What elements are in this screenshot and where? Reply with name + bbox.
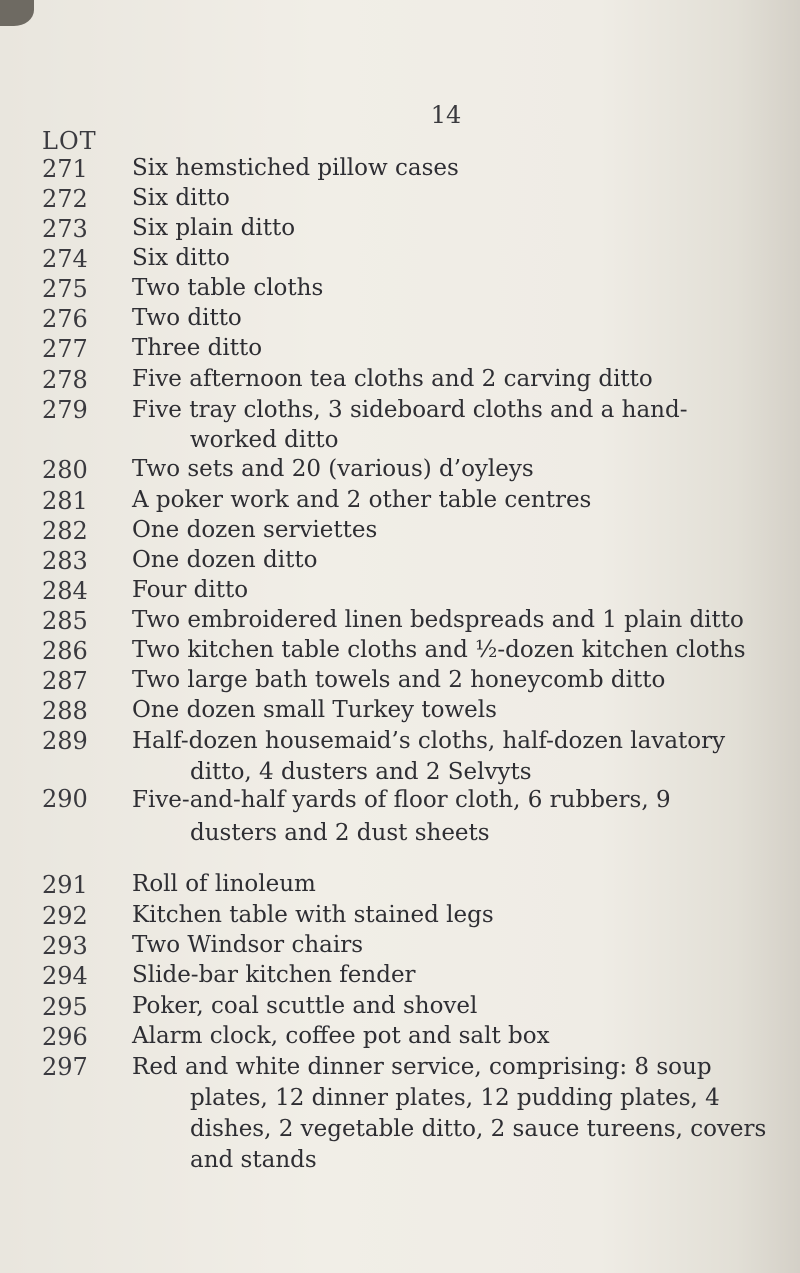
description-line: Slide-bar kitchen fender	[132, 962, 416, 988]
lot-description	[132, 184, 718, 213]
description-line: Two large bath towels and 2 honeycomb ditto	[132, 667, 666, 693]
lot-description	[132, 726, 726, 788]
lot-number: 287	[42, 667, 88, 695]
lot-number: 271	[42, 155, 88, 183]
lot-number: 288	[42, 697, 88, 725]
lot-column-header: LOT	[42, 127, 97, 155]
lot-number: 292	[42, 902, 88, 930]
lot-description	[132, 154, 718, 183]
lot-description	[132, 931, 718, 960]
lot-description	[132, 696, 718, 725]
lot-number: 290	[42, 785, 88, 813]
lot-description	[132, 1052, 767, 1176]
lot-description	[132, 304, 718, 333]
description-line: Red and white dinner service, comprising: 8 soup	[132, 1054, 712, 1080]
lot-number: 293	[42, 932, 88, 960]
torn-corner	[0, 0, 34, 26]
lot-description	[132, 901, 718, 930]
description-line: Two Windsor chairs	[132, 932, 364, 958]
description-line: Four ditto	[132, 577, 249, 603]
lot-number: 297	[42, 1053, 88, 1081]
lot-number: 272	[42, 185, 88, 213]
description-line: Kitchen table with stained legs	[132, 902, 494, 928]
lot-number: 284	[42, 577, 88, 605]
description-line: One dozen ditto	[132, 547, 318, 573]
lot-description	[132, 274, 718, 303]
lot-number: 294	[42, 962, 88, 990]
lot-number: 275	[42, 275, 88, 303]
lot-description	[132, 576, 718, 605]
lot-description	[132, 606, 744, 635]
description-continuation-line: plates, 12 dinner plates, 12 pudding plates, 4	[190, 1085, 720, 1111]
lot-number: 289	[42, 727, 88, 755]
description-line: Six ditto	[132, 245, 230, 271]
description-line: A poker work and 2 other table centres	[132, 487, 592, 513]
lot-number: 273	[42, 215, 88, 243]
lot-number: 280	[42, 456, 88, 484]
lot-description	[132, 1022, 718, 1051]
description-line: Half-dozen housemaid’s cloths, half-dozen lavatory	[132, 728, 726, 754]
lot-description	[132, 516, 718, 545]
description-line: One dozen small Turkey towels	[132, 697, 497, 723]
lot-description	[132, 455, 718, 484]
lot-number: 277	[42, 335, 88, 363]
lot-description	[132, 244, 718, 273]
lot-description	[132, 992, 718, 1021]
description-line: Alarm clock, coffee pot and salt box	[132, 1023, 550, 1049]
description-continuation-line: dusters and 2 dust sheets	[190, 820, 490, 846]
description-line: Roll of linoleum	[132, 871, 316, 897]
lot-description	[132, 365, 718, 394]
lot-number: 274	[42, 245, 88, 273]
description-line: Three ditto	[132, 335, 263, 361]
description-line: Five-and-half yards of floor cloth, 6 rubbers, 9	[132, 787, 671, 813]
lot-number: 278	[42, 366, 88, 394]
description-line: Two ditto	[132, 305, 242, 331]
lot-number: 279	[42, 396, 88, 424]
lot-description	[132, 666, 718, 695]
lot-description	[132, 784, 718, 850]
description-continuation-line: ditto, 4 dusters and 2 Selvyts	[190, 759, 532, 785]
lot-number: 286	[42, 637, 88, 665]
description-continuation-line: worked ditto	[190, 427, 339, 453]
page-number: 14	[430, 101, 462, 129]
description-line: Two table cloths	[132, 275, 324, 301]
description-line: Poker, coal scuttle and shovel	[132, 993, 478, 1019]
description-continuation-line: dishes, 2 vegetable ditto, 2 sauce tureens, covers	[190, 1116, 767, 1142]
description-line: Five afternoon tea cloths and 2 carving ditto	[132, 366, 653, 392]
lot-description	[132, 636, 746, 665]
lot-number: 285	[42, 607, 88, 635]
lot-number: 281	[42, 487, 88, 515]
description-line: Two kitchen table cloths and ½-dozen kitchen cloths	[132, 637, 746, 663]
lot-number: 295	[42, 993, 88, 1021]
lot-number: 276	[42, 305, 88, 333]
description-line: Six hemstiched pillow cases	[132, 155, 459, 181]
description-line: One dozen serviettes	[132, 517, 378, 543]
description-continuation-line: and stands	[190, 1147, 317, 1173]
lot-description	[132, 214, 718, 243]
lot-description	[132, 395, 718, 455]
description-line: Six plain ditto	[132, 215, 296, 241]
lot-description	[132, 961, 718, 990]
description-line: Two sets and 20 (various) d’oyleys	[132, 456, 534, 482]
lot-number: 282	[42, 517, 88, 545]
description-line: Six ditto	[132, 185, 230, 211]
lot-description	[132, 870, 718, 899]
description-line: Two embroidered linen bedspreads and 1 plain ditto	[132, 607, 744, 633]
lot-number: 283	[42, 547, 88, 575]
lot-number: 296	[42, 1023, 88, 1051]
description-line: Five tray cloths, 3 sideboard cloths and a hand-	[132, 397, 688, 423]
lot-description	[132, 334, 718, 363]
lot-description	[132, 546, 718, 575]
lot-number: 291	[42, 871, 88, 899]
lot-description	[132, 486, 718, 515]
